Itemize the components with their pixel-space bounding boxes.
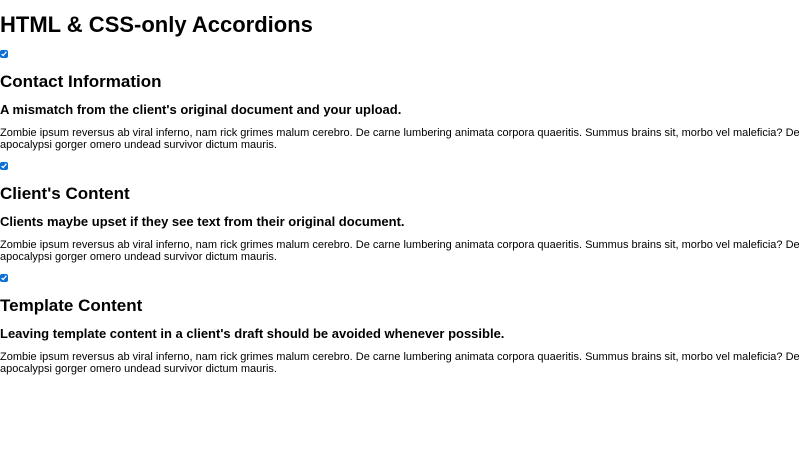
accordion-body: Zombie ipsum reversus ab viral inferno, nam rick grimes malum cerebro. De carne lumbering animata corpora quaeritis. Summus brains sit, morbo vel maleficia? De apocalypsi gorger omero undead survivor dictum mauris. <box>0 127 800 151</box>
accordion-toggle-checkbox[interactable] <box>0 50 8 58</box>
accordion-subheading: A mismatch from the client's original document and your upload. <box>0 102 402 117</box>
accordion-heading: Client's Content <box>0 184 130 203</box>
accordion-clients-content <box>0 162 800 263</box>
accordion-contact-information <box>0 50 800 151</box>
accordion-heading: Contact Information <box>0 72 162 91</box>
accordion-heading: Template Content <box>0 296 143 315</box>
page-title: HTML & CSS-only Accordions <box>0 12 313 37</box>
accordion-toggle-checkbox[interactable] <box>0 274 8 282</box>
accordion-body: Zombie ipsum reversus ab viral inferno, nam rick grimes malum cerebro. De carne lumbering animata corpora quaeritis. Summus brains sit, morbo vel maleficia? De apocalypsi gorger omero undead survivor dictum mauris. <box>0 351 800 375</box>
accordion-template-content <box>0 274 800 375</box>
accordion-toggle-checkbox[interactable] <box>0 162 8 170</box>
accordion-subheading: Clients maybe upset if they see text from their original document. <box>0 214 405 229</box>
accordion-subheading: Leaving template content in a client's draft should be avoided whenever possible. <box>0 326 505 341</box>
accordion-body: Zombie ipsum reversus ab viral inferno, nam rick grimes malum cerebro. De carne lumbering animata corpora quaeritis. Summus brains sit, morbo vel maleficia? De apocalypsi gorger omero undead survivor dictum mauris. <box>0 239 800 263</box>
